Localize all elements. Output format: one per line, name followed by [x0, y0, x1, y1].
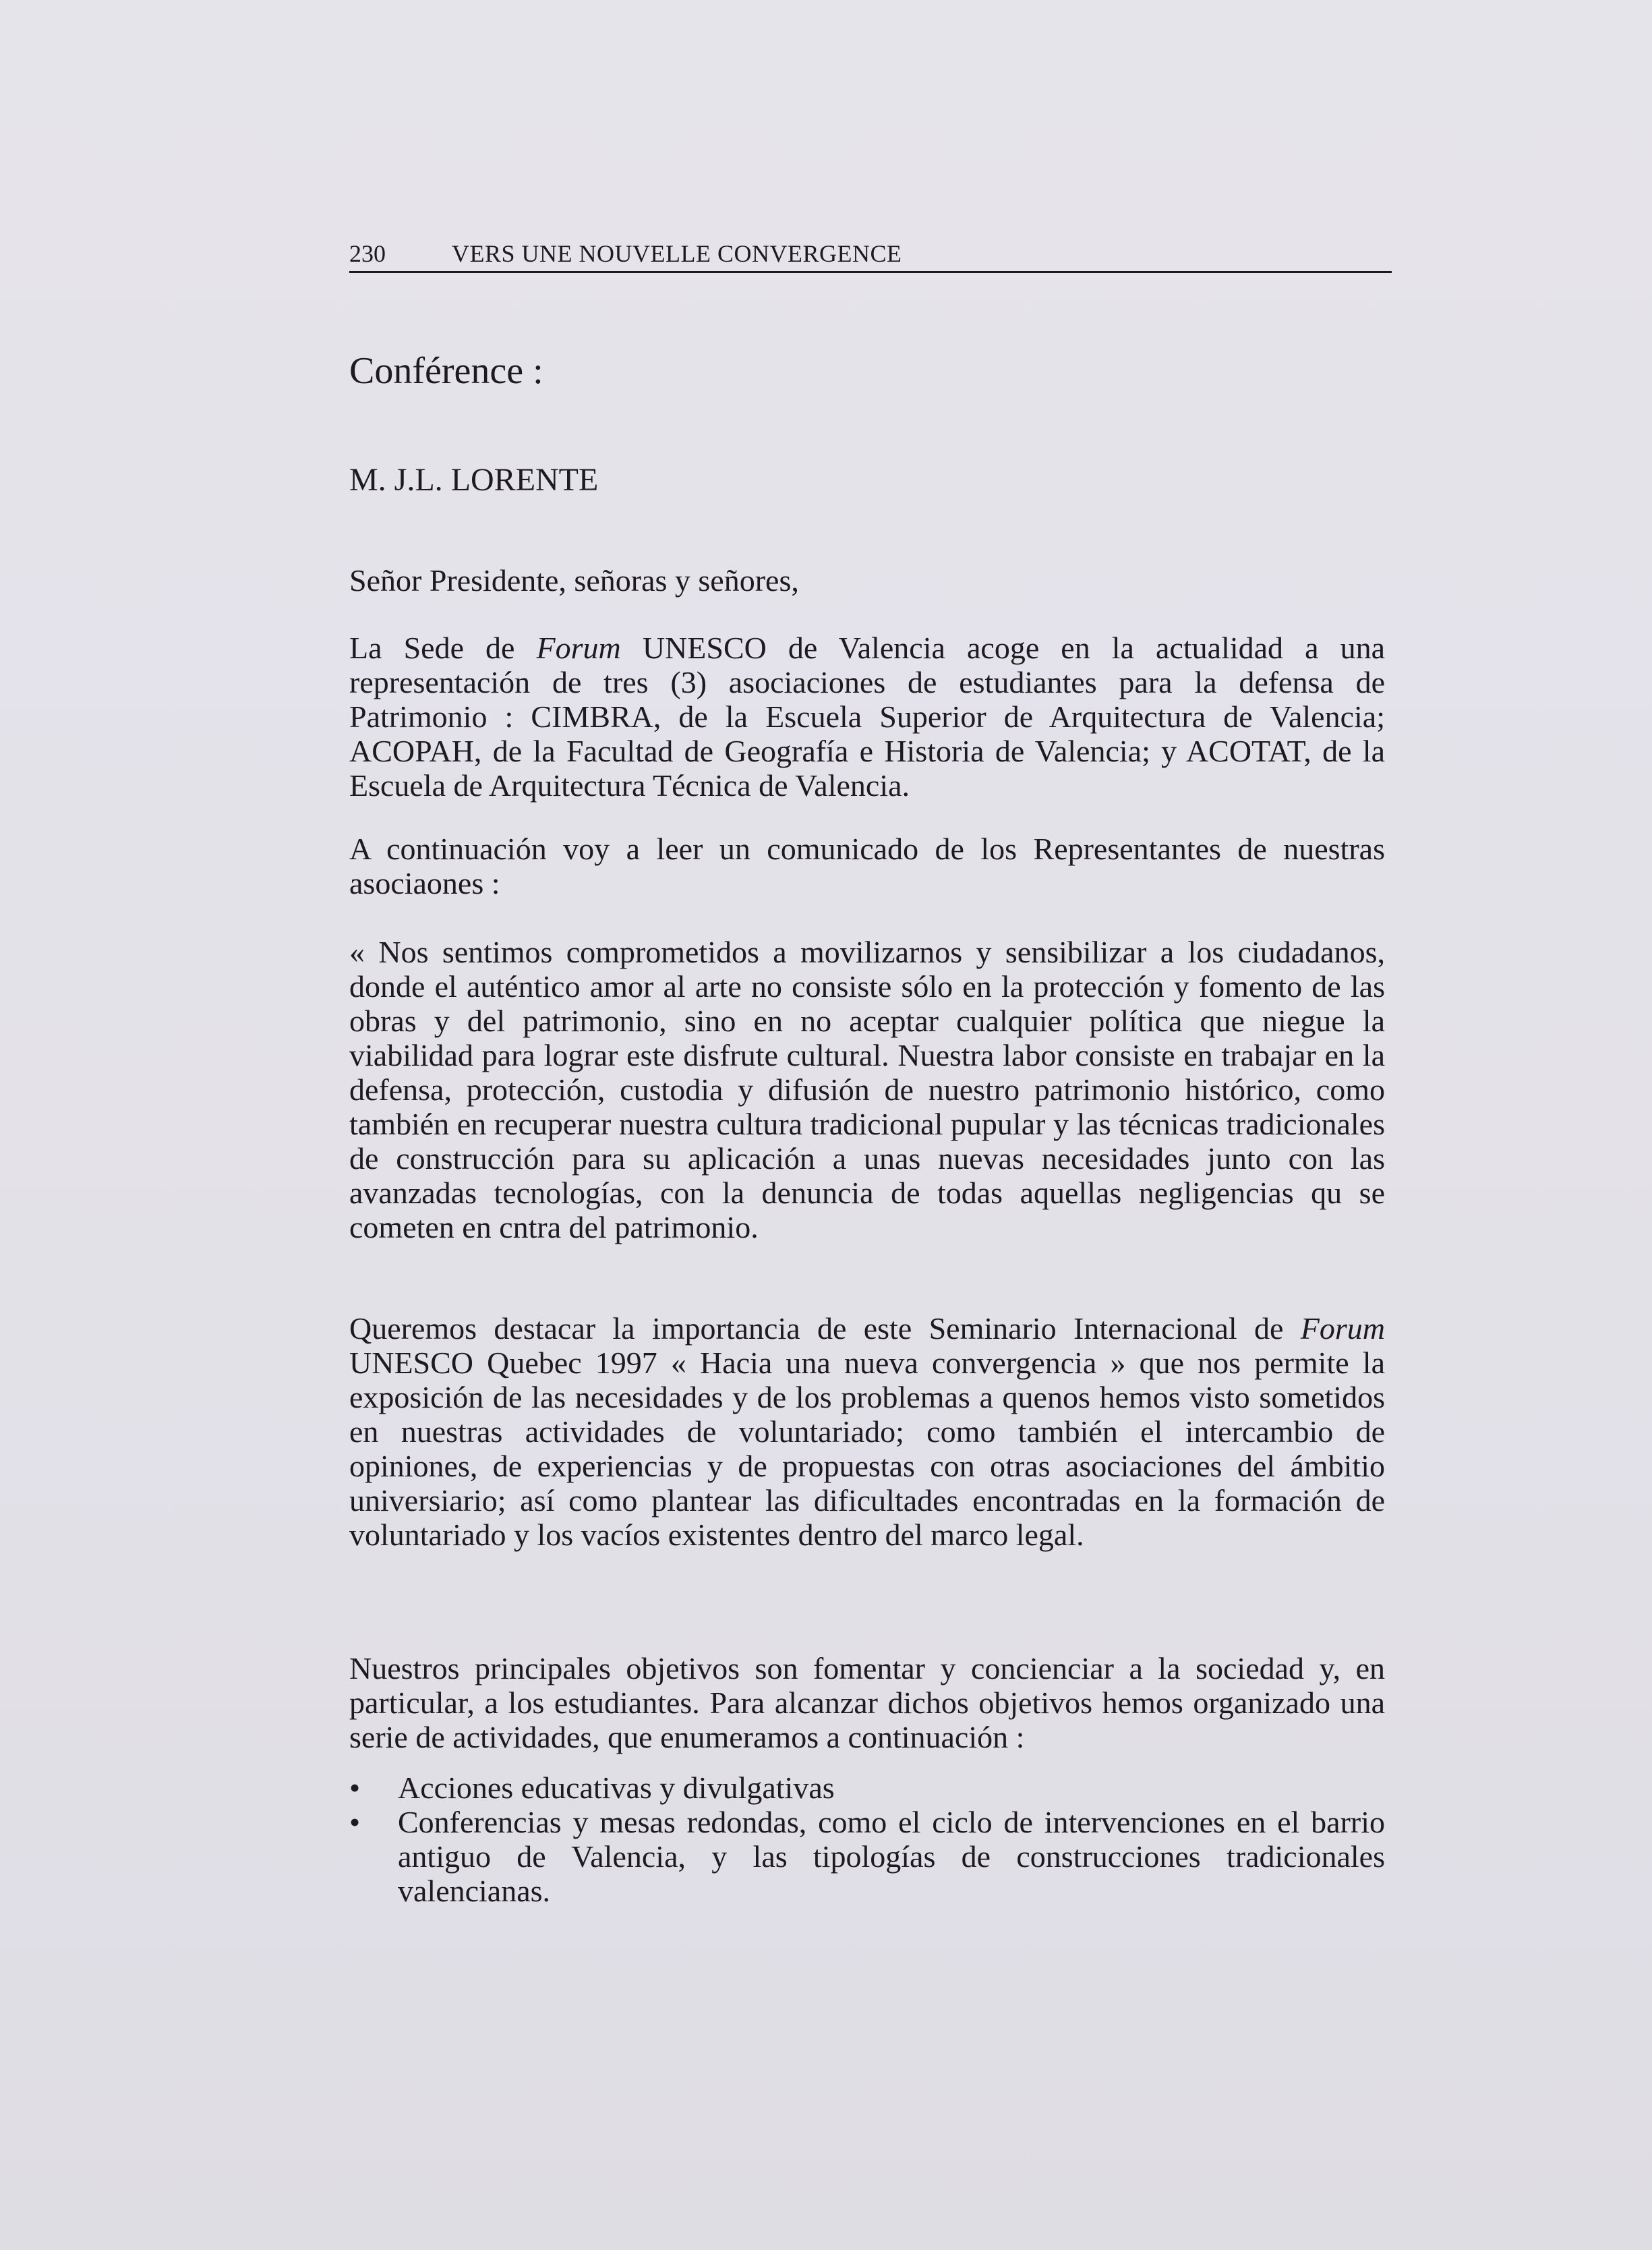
paragraph-1-italic: Forum [536, 631, 621, 665]
section-title: Conférence : [349, 350, 543, 392]
paragraph-3-text: « Nos sentimos comprometidos a movilizarnos y sensibilizar a los ciudadanos, donde el auténtico amor al arte no consiste sólo en la protección y fomento de las obras y del patrimonio, sino en no aceptar cualquier política que niegue la viabilidad para lograr este disfrute cultural. Nuestra labor consiste en trabajar en la defensa, protección, custodia y difusión de nuestro patrimonio histórico, como también en recuperar nuestra cultura tradicional pupular y las técnicas tradicionales de construcción para su aplicación a unas nuevas necesidades junto con las avanzadas tecnologías, con la denuncia de todas aquellas negligencias qu se cometen en cntra del patrimonio. [349, 935, 1385, 1244]
list-item [349, 1805, 1385, 1908]
running-header [349, 236, 1392, 273]
paragraph-2-text: A continuación voy a leer un comunicado de los Representantes de nuestras asociaones : [349, 832, 1385, 900]
list-item-text: Conferencias y mesas redondas, como el ciclo de intervenciones en el barrio antiguo de Valencia, y las tipologías de construcciones tradicionales valencianas. [398, 1805, 1385, 1908]
page-number: 230 [349, 240, 386, 267]
paragraph-4-text [349, 1311, 1385, 1552]
paragraph-4-rest: UNESCO Quebec 1997 « Hacia una nueva convergencia » que nos permite la exposición de las necesidades y de los problemas a quenos hemos visto sometidos en nuestras actividades de voluntariado; como también el intercambio de opiniones, de experiencias y de propuestas con otras asociaciones del ámbitio universiario; así como plantear las dificultades encontradas en la formación de voluntariado y los vacíos existentes dentro del marco legal. [349, 1346, 1385, 1552]
list-item-text: Acciones educativas y divulgativas [398, 1770, 835, 1805]
paragraph-1-rest: UNESCO de Valencia acoge en la actualidad a una representación de tres (3) asociaciones de estudiantes para la defensa de Patrimonio : CIMBRA, de la Escuela Superior de Arquitectura de Valencia; ACOPAH, de la Facultad de Geografía e Historia de Valencia; y ACOTAT, de la Escuela de Arquitectura Técnica de Valencia. [349, 631, 1385, 803]
list-item [349, 1770, 1385, 1805]
activity-list [349, 1770, 1385, 1908]
paragraph-1-text [349, 631, 1385, 803]
author-prefix: M. J.L. [349, 462, 451, 498]
paragraph-5-text: Nuestros principales objetivos son fomentar y concienciar a la sociedad y, en particular, a los estudiantes. Para alcanzar dichos objetivos hemos organizado una serie de actividades, que enumeramos a continuación : [349, 1651, 1385, 1754]
paragraph-1 [349, 631, 1385, 803]
paragraph-3-quote [349, 935, 1385, 1244]
running-title: VERS UNE NOUVELLE CONVERGENCE [452, 240, 902, 267]
paragraph-4-italic: Forum [1300, 1311, 1385, 1346]
author-surname: LORENTE [450, 462, 599, 498]
author-name [349, 459, 598, 502]
greeting-text: Señor Presidente, señoras y señores, [349, 563, 799, 598]
paragraph-1-lead: La Sede de [349, 631, 537, 665]
paragraph-4 [349, 1311, 1385, 1552]
paragraph-2 [349, 832, 1385, 900]
paragraph-5 [349, 1651, 1385, 1754]
bullet-marker: • [349, 1770, 361, 1805]
bullet-marker: • [349, 1805, 361, 1839]
greeting [349, 563, 1385, 598]
paragraph-4-lead: Queremos destacar la importancia de este Seminario Internacional de [349, 1311, 1301, 1346]
